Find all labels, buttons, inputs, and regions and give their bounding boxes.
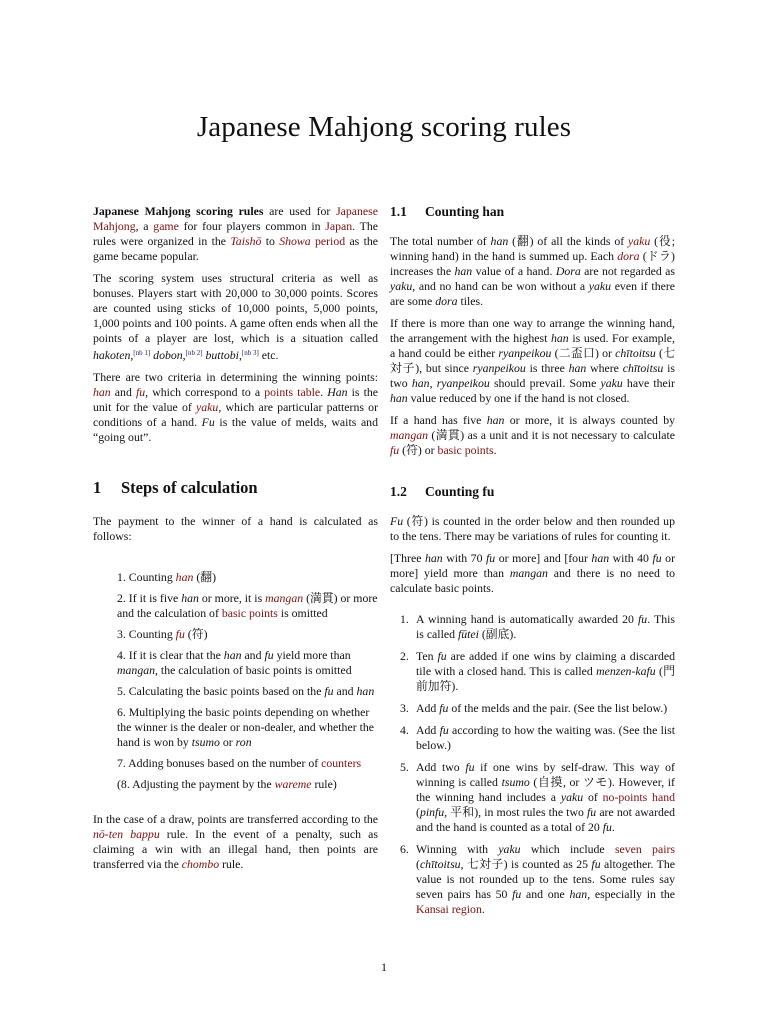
term: ryanpeikou: [436, 376, 490, 390]
page-title: Japanese Mahjong scoring rules: [196, 111, 572, 143]
text: to: [261, 234, 280, 248]
text: (: [655, 346, 663, 360]
text: even if there are some: [390, 279, 676, 308]
text: ,: [238, 348, 242, 362]
text: (: [639, 249, 647, 263]
text: fu: [135, 385, 146, 399]
term: pinfu: [419, 805, 445, 819]
text: is the unit for the value of: [93, 385, 378, 414]
text: The total number of: [390, 234, 491, 248]
link-game[interactable]: game: [153, 219, 179, 233]
text: , the calculation of basic points is omitted: [155, 663, 352, 677]
text: ). However, if the winning hand includes a: [416, 775, 675, 804]
text: ) or: [417, 443, 438, 457]
page-number: 1: [381, 960, 387, 974]
section-1-heading: [93, 478, 378, 498]
draw-paragraph: [93, 812, 378, 872]
term: fu: [486, 551, 496, 565]
text: is used. For example, a hand could be either: [390, 331, 675, 360]
text: are added if one wins by claiming a discarded tile with a closed hand. This is called: [416, 649, 676, 678]
text: ) as a unit and it is not necessary to calculate: [460, 428, 675, 442]
text: and there is no need to calculate basic points.: [390, 566, 675, 595]
term: fu: [324, 684, 334, 698]
term: yaku: [498, 842, 521, 856]
section-title: Counting han: [425, 204, 505, 219]
text: If a hand has five: [390, 413, 487, 427]
text: and: [110, 385, 136, 399]
section-1-lead: The payment to the winner of a hand is calculated as follows:: [93, 514, 378, 543]
link-fu[interactable]: [176, 627, 185, 641]
term: han: [424, 551, 443, 565]
term: dora: [435, 294, 458, 308]
term: yaku: [560, 790, 584, 804]
text: Add two: [416, 760, 466, 774]
japanese-term: 翻: [200, 570, 213, 584]
link-chombo[interactable]: [182, 857, 219, 871]
list-item: [117, 648, 378, 678]
section-1-2-heading: [390, 484, 675, 500]
list-item: [390, 723, 675, 753]
item-number: 2.: [400, 649, 409, 663]
text: and: [333, 684, 357, 698]
term: ron: [235, 735, 252, 749]
text: and: [241, 648, 265, 662]
text: mangan: [265, 591, 304, 605]
text: or more] and [four: [495, 551, 592, 565]
term: han: [356, 684, 375, 698]
japanese-term: 翻: [516, 234, 530, 248]
term: tsumo: [501, 775, 530, 789]
text: value of a hand.: [472, 264, 556, 278]
text: .: [611, 820, 615, 834]
text: .: [493, 443, 497, 457]
text: is the value of melds, waits and “going out”.: [93, 415, 378, 444]
japanese-term: 門前加符: [416, 664, 675, 693]
japanese-term: ツモ: [582, 775, 608, 789]
item-number: 3.: [400, 701, 409, 715]
link-japan[interactable]: Japan: [325, 219, 353, 233]
list-item: [390, 701, 675, 716]
text: ) or: [595, 346, 616, 360]
japanese-term: 七対子: [390, 346, 675, 375]
text: 2. If it is five: [117, 591, 182, 605]
term: fu: [512, 887, 522, 901]
text: , which correspond to a: [145, 385, 265, 399]
list-item: [117, 591, 378, 621]
text: (: [403, 514, 411, 528]
japanese-term: 役: [658, 234, 672, 248]
text: altogether. The value is not rounded up to the tens. Some rules say seven pairs has 50: [416, 857, 675, 901]
text: (: [416, 805, 420, 819]
text: , or: [562, 775, 583, 789]
list-item: [117, 777, 378, 792]
item-number: 6.: [400, 842, 409, 856]
term: fu: [465, 760, 475, 774]
han-paragraph-3: [390, 413, 675, 458]
term: han: [591, 551, 610, 565]
term: han: [390, 391, 408, 405]
text: han: [175, 570, 194, 584]
text: chombo: [181, 857, 220, 871]
text: tiles.: [457, 294, 484, 308]
text: ): [212, 570, 217, 584]
text: 5. Calculating the basic points based on the: [117, 684, 325, 698]
text: of the melds and the pair. (See the list below.): [448, 701, 668, 715]
list-item: [390, 760, 675, 835]
link-seven-pairs[interactable]: seven pairs: [614, 842, 675, 856]
text: (: [655, 664, 663, 678]
item-number: 5.: [400, 760, 409, 774]
text: mangan: [390, 428, 429, 442]
term: han: [568, 361, 587, 375]
japanese-term: 符: [191, 627, 204, 641]
text: ,: [130, 348, 134, 362]
text: 4. If it is clear that the: [117, 648, 224, 662]
term: han: [486, 413, 505, 427]
term: mangan: [117, 663, 156, 677]
list-item: [390, 649, 675, 694]
text: ,: [429, 376, 437, 390]
text: (8. Adjusting the payment by the: [117, 777, 275, 791]
text: (: [478, 627, 486, 641]
japanese-term: 満貫: [310, 591, 334, 605]
term: Han: [327, 385, 348, 399]
term: yaku: [390, 279, 413, 293]
text: is three: [525, 361, 569, 375]
link-han[interactable]: [176, 570, 194, 584]
term: han: [223, 648, 242, 662]
link-points-table[interactable]: points table: [264, 385, 321, 399]
text: rule): [311, 777, 337, 791]
term: ryanpeikou: [498, 346, 552, 360]
text: ).: [509, 627, 517, 641]
text: In the case of a draw, points are transferred according to the: [93, 812, 378, 826]
text: fu: [390, 443, 400, 457]
text: dora: [617, 249, 640, 263]
text: (: [193, 570, 201, 584]
text: and one: [521, 887, 570, 901]
term: Fu: [201, 415, 215, 429]
term: tsumo: [191, 735, 220, 749]
term: fu: [439, 701, 449, 715]
list-item: [117, 570, 378, 585]
term: menzen-kafu: [596, 664, 656, 678]
term: fu: [439, 723, 449, 737]
japanese-term: 七対子: [466, 857, 504, 871]
footnote-nb-1[interactable]: [nb 1]: [133, 349, 151, 357]
term: fu: [602, 820, 612, 834]
text: with 70: [442, 551, 487, 565]
calculation-steps-list: [93, 570, 378, 792]
text: period: [314, 234, 346, 248]
text: .: [320, 385, 328, 399]
term: han: [551, 331, 569, 345]
link-fu[interactable]: [136, 385, 145, 399]
term: Fu: [390, 514, 404, 528]
term: dobon: [153, 348, 183, 362]
text: [Three: [390, 551, 425, 565]
text: There are two criteria in determining the winning points:: [93, 370, 378, 384]
text: , a: [135, 219, 154, 233]
text: If there is more than one way to arrange the winning hand, the arrangement with the highest: [390, 316, 675, 345]
text: A winning hand is automatically awarded 20: [416, 612, 638, 626]
text: with 40: [609, 551, 653, 565]
link-no-ten-bappu[interactable]: [93, 827, 160, 841]
text: ,: [182, 348, 186, 362]
text: 1. Counting: [117, 570, 176, 584]
japanese-term: 二盃口: [558, 346, 595, 360]
text: yaku: [196, 400, 219, 414]
link-yaku[interactable]: [196, 400, 218, 414]
section-number: 1.2: [390, 484, 407, 499]
link-basic-points[interactable]: basic points: [221, 606, 278, 620]
text: (: [650, 234, 659, 248]
text: according to how the waiting was. (See the list below.): [416, 723, 675, 752]
text: Add: [416, 701, 440, 715]
term: han: [454, 264, 473, 278]
japanese-term: 符: [410, 514, 424, 528]
list-item: [117, 627, 378, 642]
text: if one wins by self-draw. This way of winning is called: [416, 760, 675, 789]
term: han: [490, 234, 509, 248]
term: han: [569, 887, 588, 901]
text: Add: [416, 723, 440, 737]
link-japanese-mahjong[interactable]: Japanese Mahjong: [93, 204, 378, 233]
fu-paragraph-2: [390, 551, 675, 596]
text: have their: [622, 376, 675, 390]
term: yaku: [588, 279, 612, 293]
text: 3. Counting: [117, 627, 176, 641]
fu-paragraph-1: [390, 514, 675, 544]
text: or more, it is: [198, 591, 266, 605]
text: (: [184, 627, 192, 641]
text: ) is counted as 25: [503, 857, 592, 871]
text: . This is called: [416, 612, 675, 641]
text: .: [481, 902, 485, 916]
term: Dora: [555, 264, 581, 278]
left-column: [93, 204, 378, 879]
item-number: 4.: [400, 723, 409, 737]
term: fu: [437, 649, 447, 663]
text: 6. Multiplying the basic points depending on whether the winner is the dealer or non-dealer, and whether the hand is won by: [117, 705, 374, 749]
text: of: [583, 790, 603, 804]
text: where: [586, 361, 623, 375]
intro-paragraph-2: [93, 271, 378, 363]
term: chītoitsu: [615, 346, 656, 360]
text: for four players common in: [178, 219, 326, 233]
link-yaku[interactable]: [628, 234, 650, 248]
term: yaku: [600, 376, 623, 390]
list-item: [390, 842, 675, 917]
term: hakoten: [93, 348, 131, 362]
link-mangan[interactable]: [265, 591, 303, 605]
term: han: [181, 591, 199, 605]
term: mangan: [509, 566, 548, 580]
term: han: [411, 376, 430, 390]
text: rule. In the event of a penalty, such as claiming a win with an illegal hand, then points are transferred via the: [93, 827, 378, 871]
text: or more, it is always counted by: [504, 413, 675, 427]
text: ) of all the kinds of: [529, 234, 629, 248]
text: (: [303, 591, 311, 605]
section-number: 1: [93, 478, 102, 497]
term: ryanpeikou: [472, 361, 526, 375]
text: value reduced by one if the hand is not closed.: [407, 391, 630, 405]
japanese-term: 満貫: [435, 428, 461, 442]
footnote-nb-3[interactable]: [nb 3]: [241, 349, 259, 357]
term: fu: [264, 648, 274, 662]
term: buttobi: [205, 348, 239, 362]
text: ) or more and the calculation of: [117, 591, 378, 620]
text: (: [529, 775, 538, 789]
text: Showa: [279, 234, 311, 248]
text: should prevail. Some: [489, 376, 601, 390]
text: (: [551, 346, 559, 360]
link-fu[interactable]: [390, 443, 399, 457]
list-item: [390, 612, 675, 642]
section-number: 1.1: [390, 204, 407, 219]
text: or: [219, 735, 236, 749]
text: The scoring system uses structural criteria as well as bonuses. Players start with 20,000 to 30,000 points. Scores are counted using sticks of 10,000 points, 5,000 points, 1,000 points and 100 points. A game often ends when all the points of a player are lost, which is a situation called: [93, 271, 378, 345]
text: 7. Adding bonuses based on the number of: [117, 756, 322, 770]
japanese-term: 平和: [450, 805, 475, 819]
section-title: Steps of calculation: [121, 478, 258, 497]
right-column: [390, 204, 675, 924]
lead-term: Japanese Mahjong scoring rules: [93, 204, 264, 218]
text: (: [416, 857, 420, 871]
text: ).: [451, 679, 459, 693]
term: fu: [652, 551, 662, 565]
term: fūtei: [457, 627, 479, 641]
text: , which are particular patterns or conditions of a hand.: [93, 400, 378, 429]
han-paragraph-1: [390, 234, 675, 309]
link-showa-period[interactable]: [279, 234, 345, 248]
list-item: [117, 705, 378, 750]
text: Ten: [416, 649, 438, 663]
japanese-term: 符: [406, 443, 418, 457]
section-1-1-heading: [390, 204, 675, 220]
term: chītoitsu: [419, 857, 461, 871]
han-paragraph-2: [390, 316, 675, 406]
link-dora[interactable]: [617, 249, 639, 263]
text: ), but since: [415, 361, 473, 375]
text: ) increases the: [390, 249, 675, 278]
text: rule.: [219, 857, 244, 871]
link-counters[interactable]: counters: [321, 756, 362, 770]
text: (: [428, 428, 436, 442]
term: fu: [587, 805, 597, 819]
text: as the game became popular.: [93, 234, 378, 263]
text: han: [93, 385, 111, 399]
text: wareme: [274, 777, 312, 791]
text: . The rules were organized in the: [93, 219, 378, 248]
term: fu: [638, 612, 648, 626]
term: fu: [591, 857, 601, 871]
fu-steps-list: [390, 612, 675, 917]
text: , and no hand can be won without a: [412, 279, 589, 293]
japanese-term: ドラ: [646, 249, 672, 263]
link-no-points-hand[interactable]: no-points hand: [602, 790, 675, 804]
text: is omitted: [277, 606, 328, 620]
footnote-nb-2[interactable]: [nb 2]: [185, 349, 203, 357]
list-item: [117, 756, 378, 771]
text: ), in most rules the two: [474, 805, 588, 819]
japanese-term: 副底: [485, 627, 510, 641]
text: ): [203, 627, 208, 641]
text: ,: [460, 857, 467, 871]
link-mangan[interactable]: [390, 428, 428, 442]
text: Winning with: [416, 842, 499, 856]
text: are used for: [263, 204, 337, 218]
term: chītoitsu: [622, 361, 664, 375]
text: or more] yield more than: [390, 551, 676, 580]
text: nō-ten bappu: [93, 827, 160, 841]
section-title: Counting fu: [425, 484, 495, 499]
link-basic-points[interactable]: basic points: [437, 443, 494, 457]
text: fu: [175, 627, 185, 641]
text: , especially in the: [587, 887, 675, 901]
link-wareme[interactable]: [275, 777, 312, 791]
text: (: [508, 234, 517, 248]
text: yaku: [628, 234, 651, 248]
intro-paragraph-3: [93, 370, 378, 445]
list-item: [117, 684, 378, 699]
item-number: 1.: [400, 612, 409, 626]
text: etc.: [258, 348, 279, 362]
text: yield more than: [273, 648, 351, 662]
link-kansai-region[interactable]: Kansai region: [416, 902, 482, 916]
text: ) is counted in the order below and then rounded up to the tens. There may be variations of rules for counting it.: [390, 514, 675, 543]
text: are not regarded as: [580, 264, 675, 278]
text: ,: [444, 805, 451, 819]
text: is two: [390, 361, 675, 390]
text: (: [399, 443, 407, 457]
text: are not awarded and the hand is counted as a total of 20: [416, 805, 675, 834]
link-taisho[interactable]: [230, 234, 261, 248]
text: which include: [520, 842, 615, 856]
link-han[interactable]: [93, 385, 111, 399]
intro-paragraph-1: [93, 204, 378, 264]
text: Taishō: [230, 234, 262, 248]
japanese-term: 自摸: [537, 775, 563, 789]
text: ; winning hand) in the hand is summed up. Each: [390, 234, 675, 263]
